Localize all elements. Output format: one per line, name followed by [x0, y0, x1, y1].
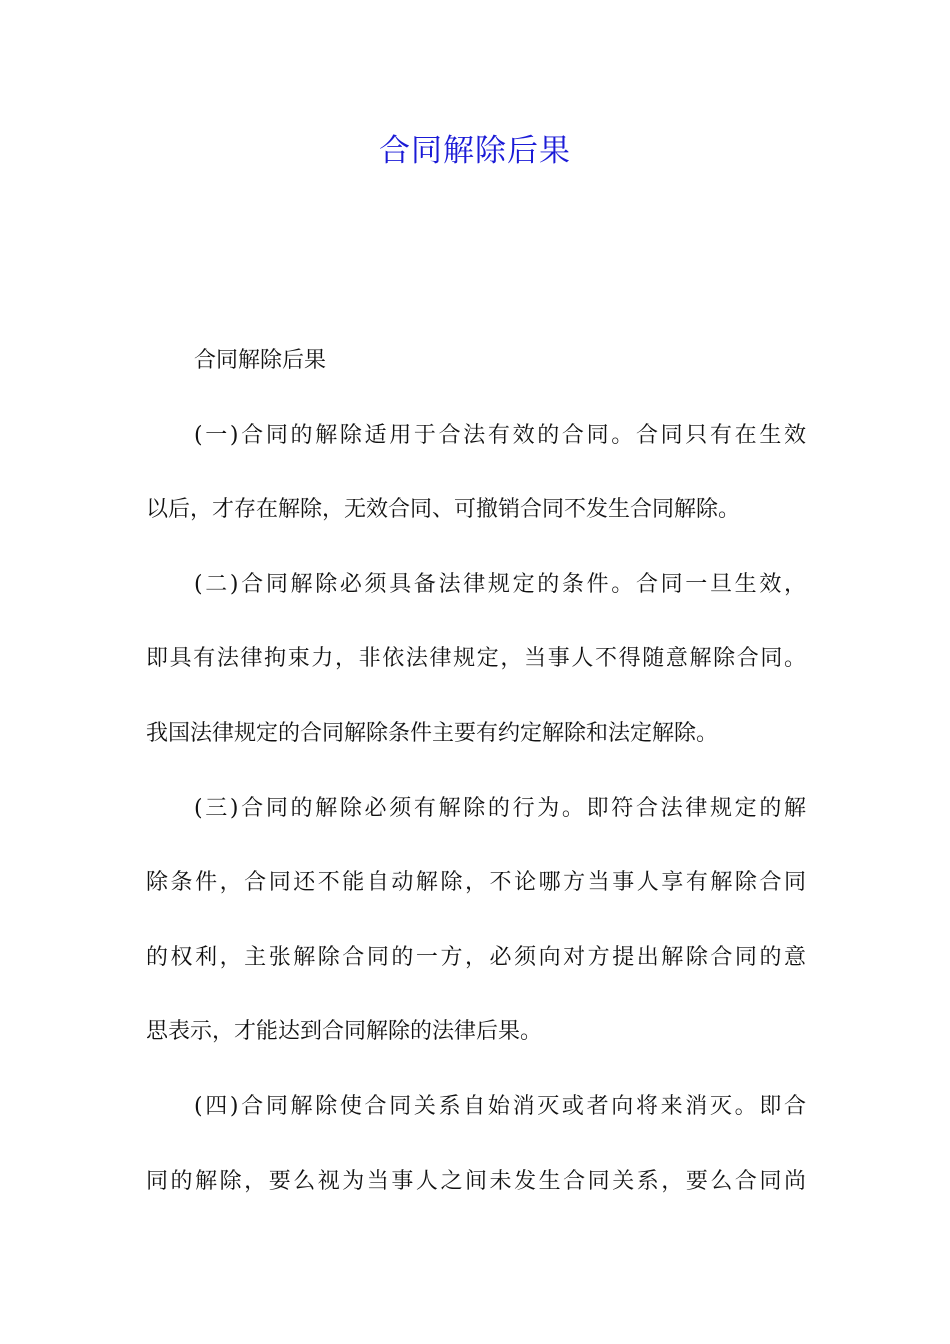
paragraph-line: 思表示，才能达到合同解除的法律后果。: [146, 1019, 543, 1045]
paragraph-line: 的权利，主张解除合同的一方，必须向对方提出解除合同的意: [146, 944, 806, 970]
paragraph-line: (四)合同解除使合同关系自始消灭或者向将来消灭。即合: [194, 1093, 806, 1119]
paragraph-line: 同的解除，要么视为当事人之间未发生合同关系，要么合同尚: [146, 1168, 806, 1194]
paragraph-line: (一)合同的解除适用于合法有效的合同。合同只有在生效: [194, 422, 806, 448]
paragraph-line: 即具有法律拘束力，非依法律规定，当事人不得随意解除合同。: [146, 646, 806, 672]
document-title: 合同解除后果: [379, 133, 571, 169]
section-heading: 合同解除后果: [194, 348, 327, 373]
paragraph-line: (三)合同的解除必须有解除的行为。即符合法律规定的解: [194, 795, 806, 821]
document-body: [146, 336, 806, 1231]
paragraph-line: 我国法律规定的合同解除条件主要有约定解除和法定解除。: [146, 720, 719, 746]
paragraph-line: (二)合同解除必须具备法律规定的条件。合同一旦生效，: [194, 571, 806, 597]
paragraph-line: 以后，才存在解除，无效合同、可撤销合同不发生合同解除。: [146, 497, 741, 523]
paragraph-line: 除条件，合同还不能自动解除，不论哪方当事人享有解除合同: [146, 870, 806, 896]
